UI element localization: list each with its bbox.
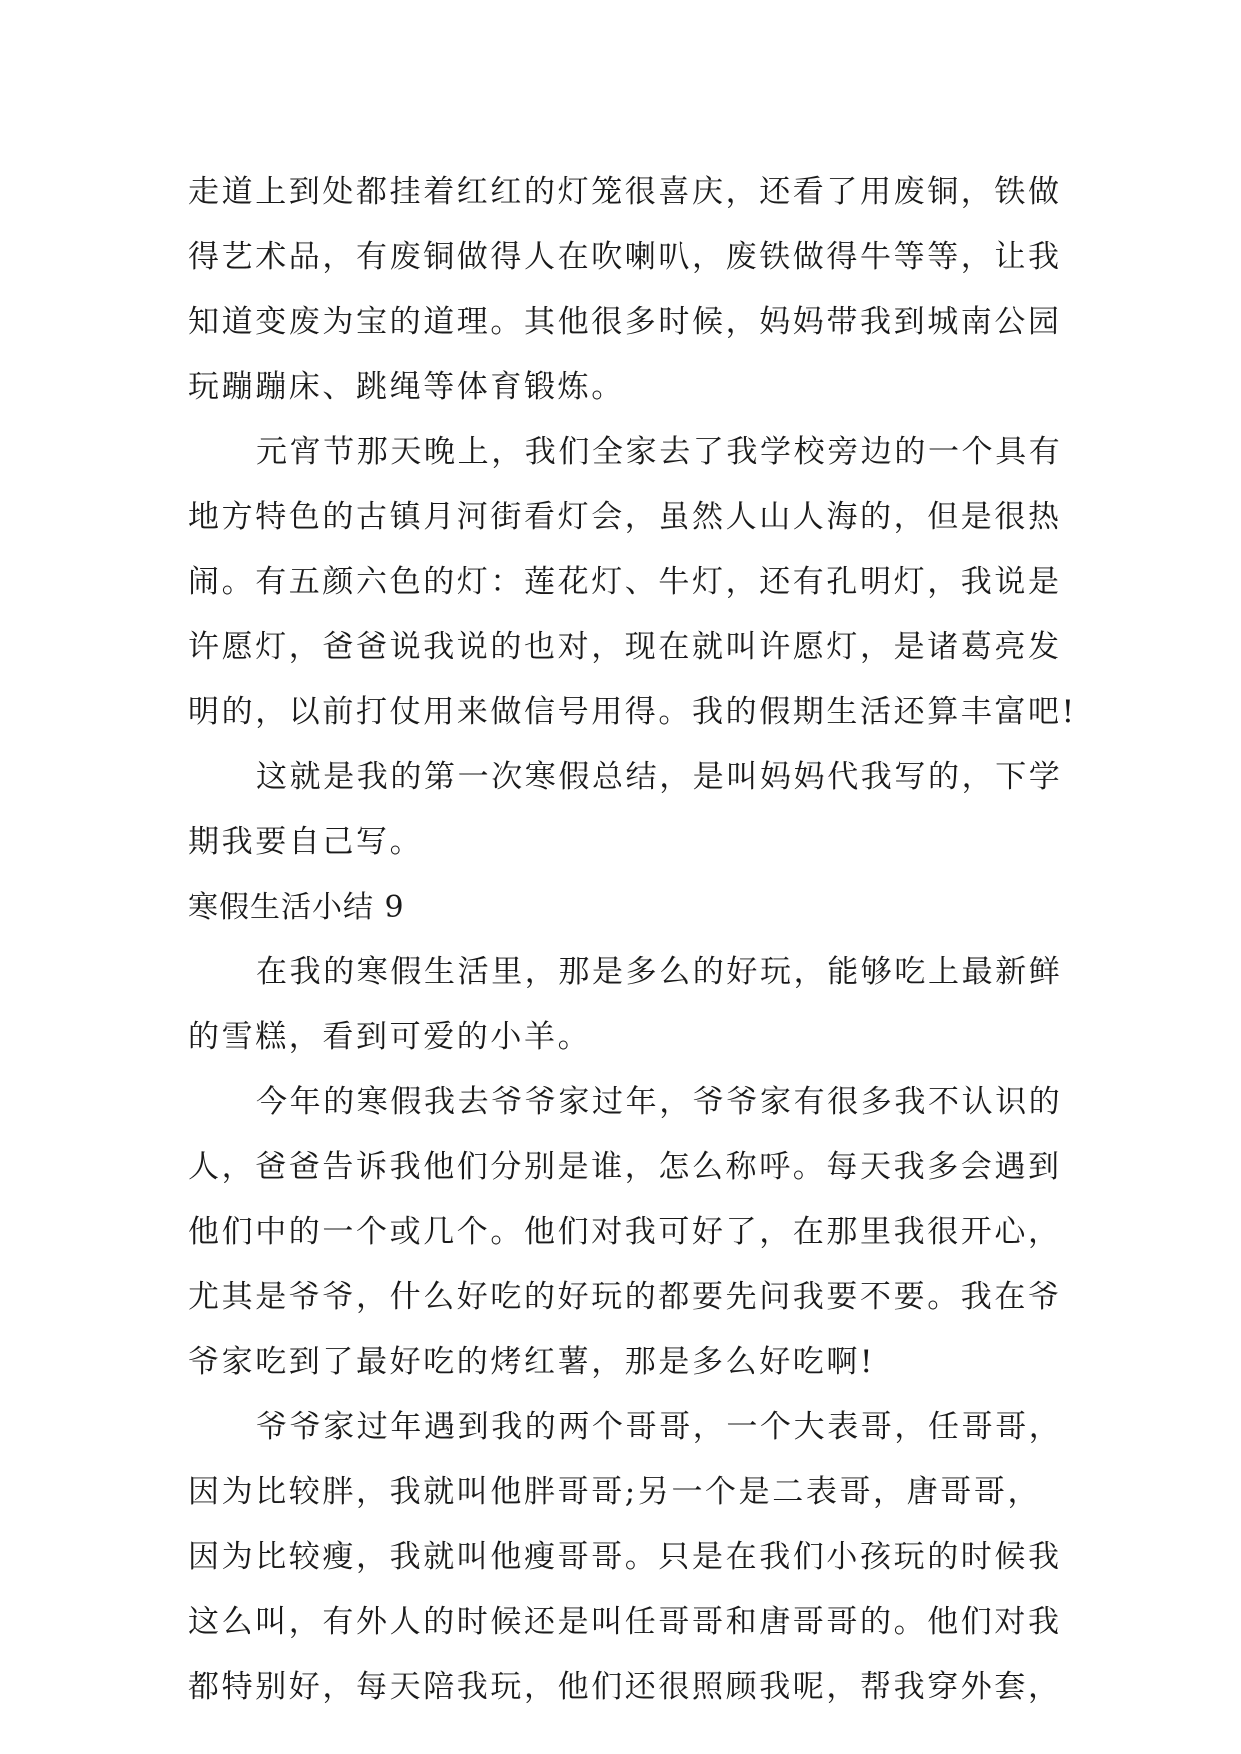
text-line: 他们中的一个或几个。他们对我可好了，在那里我很开心，: [188, 1214, 1062, 1250]
text-line: 在我的寒假生活里，那是多么的好玩，能够吃上最新鲜: [256, 954, 1063, 990]
text-line: 知道变废为宝的道理。其他很多时候，妈妈带我到城南公园: [188, 304, 1062, 340]
text-line: 因为比较瘦，我就叫他瘦哥哥。只是在我们小孩玩的时候我: [188, 1539, 1062, 1575]
text-line: 明的，以前打仗用来做信号用得。我的假期生活还算丰富吧!: [188, 694, 1077, 730]
section-heading: 寒假生活小结 9: [188, 890, 405, 925]
text-line: 都特别好，每天陪我玩，他们还很照顾我呢，帮我穿外套，: [188, 1669, 1062, 1705]
text-line: 人，爸爸告诉我他们分别是谁，怎么称呼。每天我多会遇到: [188, 1149, 1062, 1185]
text-line: 得艺术品，有废铜做得人在吹喇叭，废铁做得牛等等，让我: [188, 239, 1062, 275]
text-line: 期我要自己写。: [188, 824, 424, 860]
paragraph: [188, 1070, 1068, 1395]
text-line: 尤其是爷爷，什么好吃的好玩的都要先问我要不要。我在爷: [188, 1279, 1062, 1315]
text-line: 走道上到处都挂着红红的灯笼很喜庆，还看了用废铜，铁做: [188, 174, 1062, 210]
text-line: 玩蹦蹦床、跳绳等体育锻炼。: [188, 369, 625, 405]
text-line: 这就是我的第一次寒假总结，是叫妈妈代我写的，下学: [256, 759, 1063, 795]
text-line: 元宵节那天晚上，我们全家去了我学校旁边的一个具有: [256, 434, 1063, 470]
text-line: 今年的寒假我去爷爷家过年，爷爷家有很多我不认识的: [256, 1084, 1063, 1120]
paragraph: [188, 420, 1077, 745]
text-line: 许愿灯，爸爸说我说的也对，现在就叫许愿灯，是诸葛亮发: [188, 629, 1062, 665]
text-line: 地方特色的古镇月河街看灯会，虽然人山人海的，但是很热: [188, 499, 1062, 535]
text-line: 的雪糕，看到可爱的小羊。: [188, 1019, 592, 1055]
paragraph: [188, 160, 1068, 420]
paragraph: [188, 745, 1068, 875]
text-line: 闹。有五颜六色的灯：莲花灯、牛灯，还有孔明灯，我说是: [188, 564, 1062, 600]
text-line: 爷爷家过年遇到我的两个哥哥，一个大表哥，任哥哥，: [256, 1409, 1063, 1445]
text-line: 这么叫，有外人的时候还是叫任哥哥和唐哥哥的。他们对我: [188, 1604, 1062, 1640]
text-line: 因为比较胖，我就叫他胖哥哥;另一个是二表哥，唐哥哥，: [188, 1474, 1042, 1510]
paragraph: [188, 940, 1068, 1070]
document-body: [188, 160, 1077, 1720]
text-line: 爷家吃到了最好吃的烤红薯，那是多么好吃啊!: [188, 1344, 876, 1380]
paragraph: [188, 1395, 1068, 1720]
